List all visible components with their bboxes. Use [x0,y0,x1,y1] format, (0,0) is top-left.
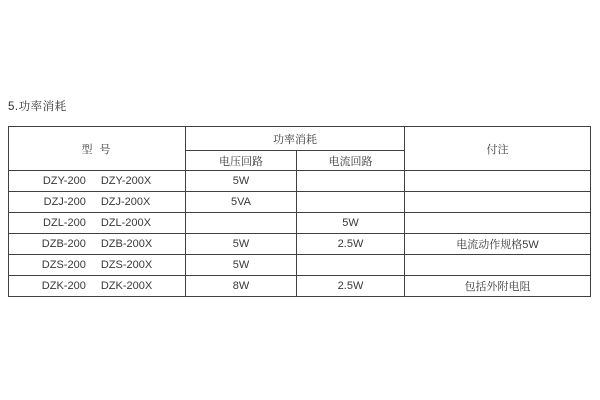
power-consumption-table [8,126,591,297]
model-name: DZK-200 [41,280,86,292]
model-cell [9,192,186,213]
table-row-dzj [9,192,591,213]
header-current-circuit: 电流回路 [297,151,405,171]
model-name: DZB-200 [41,238,86,250]
model-name-x: DZL-200X [100,217,151,229]
model-cell [9,255,186,276]
model-cell [9,276,186,297]
header-voltage-circuit: 电压回路 [186,151,297,171]
model-name: DZS-200 [41,259,86,271]
model-name-x: DZB-200X [100,238,153,250]
current-cell: 2.5W [297,234,405,255]
header-note: 付注 [405,127,591,171]
table-row-dzb [9,234,591,255]
header-row-1 [9,127,591,151]
voltage-cell: 5W [186,171,297,192]
header-model: 型 号 [9,127,186,171]
current-cell: 2.5W [297,276,405,297]
voltage-cell: 8W [186,276,297,297]
model-name-x: DZJ-200X [100,196,151,208]
model-name: DZY-200 [42,175,86,187]
note-cell [405,192,591,213]
table-row-dzl [9,213,591,234]
note-cell [405,213,591,234]
voltage-cell: 5W [186,234,297,255]
model-name-x: DZS-200X [100,259,153,271]
model-cell [9,234,186,255]
voltage-cell: 5W [186,255,297,276]
current-cell: 5W [297,213,405,234]
model-cell [9,171,186,192]
model-name-x: DZK-200X [100,280,153,292]
current-cell [297,255,405,276]
table-row-dzy [9,171,591,192]
table-row-dzk [9,276,591,297]
model-name: DZJ-200 [43,196,86,208]
model-name: DZL-200 [43,217,86,229]
voltage-cell: 5VA [186,192,297,213]
note-cell [405,255,591,276]
note-cell: 包括外附电阻 [405,276,591,297]
model-name-x: DZY-200X [100,175,152,187]
table-row-dzs [9,255,591,276]
current-cell [297,171,405,192]
note-cell [405,171,591,192]
header-power-group: 功率消耗 [186,127,405,151]
model-cell [9,213,186,234]
section-heading: 5.功率消耗 [8,101,67,113]
voltage-cell [186,213,297,234]
note-cell: 电流动作规格5W [405,234,591,255]
current-cell [297,192,405,213]
